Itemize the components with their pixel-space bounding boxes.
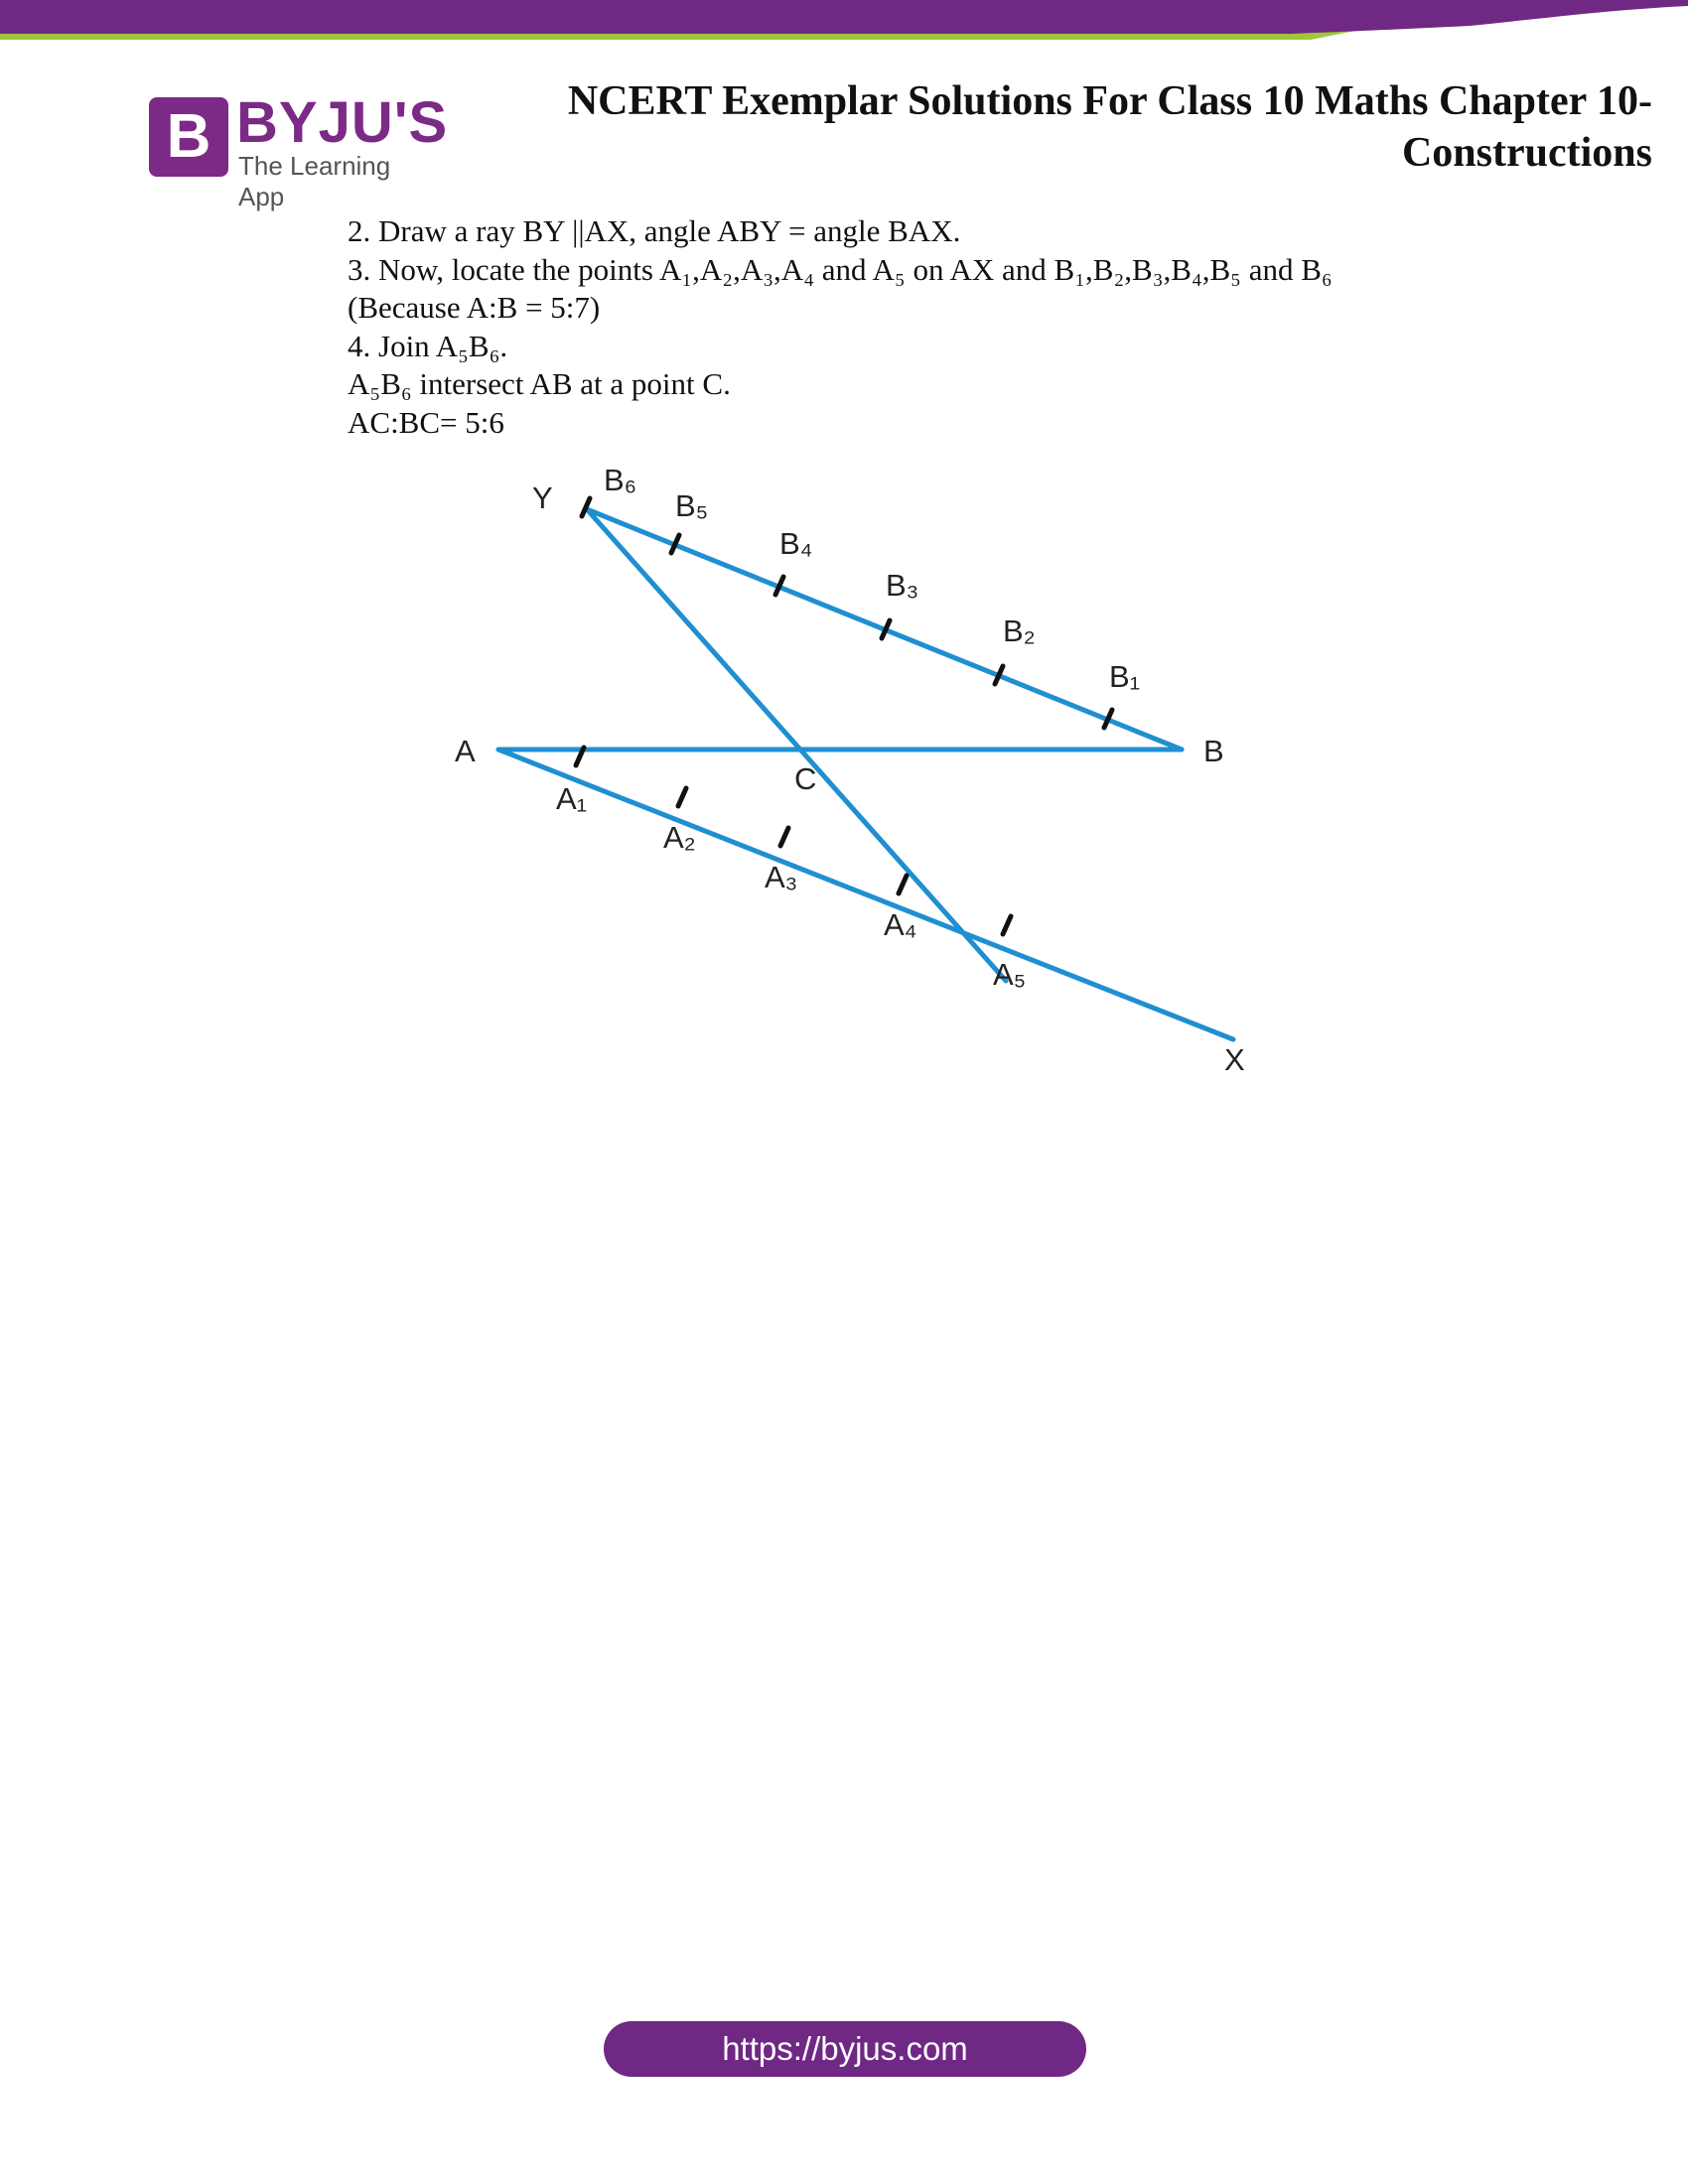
label-B5: B₅ [675,488,709,523]
logo-brand: BYJU'S [236,90,449,155]
logo-b-icon: B [149,97,228,177]
ratio-result: AC:BC= 5:6 [348,404,504,440]
label-A4: A₄ [884,907,917,942]
step-4: 4. Join A₅B₆. [348,328,508,363]
label-B4: B₄ [779,526,813,561]
byjus-logo [149,90,449,211]
intersection-note: A₅B₆ intersect AB at a point C. [348,366,731,401]
header-band [0,0,1688,60]
step-3: 3. Now, locate the points A₁,A₂,A₃,A₄ and A₅ on AX and B₁,B₂,B₃,B₄,B₅ and B₆ [348,251,1333,287]
label-B2: B₂ [1003,614,1036,648]
construction-diagram [437,467,1271,1082]
tick-A5 [1003,916,1011,934]
label-B: B [1203,734,1224,768]
label-Y: Y [532,480,553,515]
tick-A4 [899,876,907,893]
tick-A2 [678,788,686,806]
ray-AX [498,750,1233,1039]
label-B6: B₆ [604,467,637,497]
label-B1: B₁ [1109,659,1141,694]
step-3-note: (Because A:B = 5:7) [348,290,601,325]
label-A2: A₂ [663,820,696,855]
website-link[interactable]: https://byjus.com [604,2021,1086,2077]
solution-steps [348,212,1539,442]
segment-A5B6 [587,509,1006,981]
label-A5: A₅ [993,957,1027,992]
tick-A3 [780,828,788,846]
title-line-1: NCERT Exemplar Solutions For Class 10 Maths Chapter 10- [567,78,1652,124]
label-B3: B₃ [886,568,919,603]
label-A3: A₃ [765,860,798,894]
document-title [441,75,1652,179]
label-A1: A₁ [556,781,588,816]
step-2: 2. Draw a ray BY ||AX, angle ABY = angle BAX. [348,213,961,248]
label-A: A [455,734,476,768]
label-C: C [794,761,817,796]
logo-tagline: The Learning App [238,151,391,211]
label-X: X [1224,1042,1245,1077]
title-line-2: Constructions [1401,130,1652,176]
